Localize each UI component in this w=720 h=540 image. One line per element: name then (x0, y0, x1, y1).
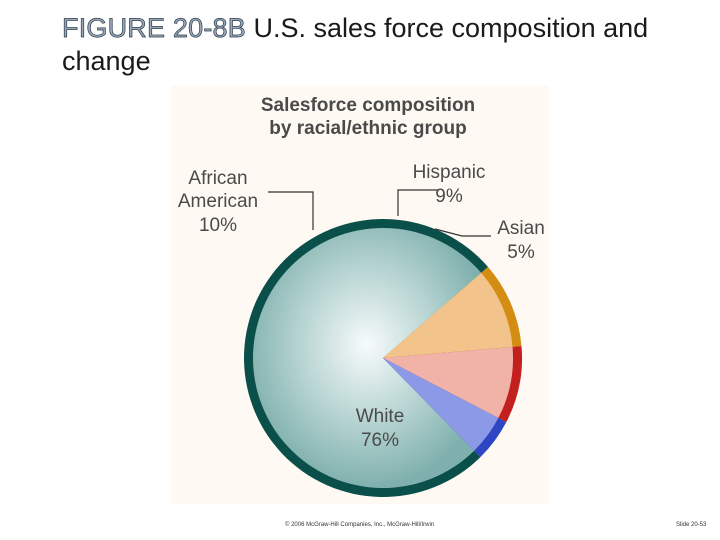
slice-label-african-american-line1: African (188, 168, 248, 189)
chart-title-line2: by racial/ethnic group (269, 118, 467, 139)
chart-panel (171, 86, 549, 504)
slice-label-hispanic-value: 9% (435, 186, 463, 207)
chart-title-line1: Salesforce composition (260, 95, 476, 116)
hispanic-leader-line (398, 190, 439, 216)
figure-title: U.S. sales force composition and change (62, 13, 649, 76)
slice-label-african-american-line2: American (177, 191, 259, 212)
slice-label-african-american-value: 10% (198, 215, 238, 236)
african-american-leader-line (268, 192, 313, 230)
pie-slices (244, 219, 522, 497)
slide-title (62, 12, 702, 78)
slice-label-white-name: White (355, 406, 405, 427)
slice-label-hispanic-name: Hispanic (412, 162, 486, 183)
pie-chart (171, 86, 549, 504)
figure-label: FIGURE 20-8B (62, 13, 246, 43)
slice-label-asian-name: Asian (497, 218, 545, 239)
slice-label-white-value: 76% (360, 430, 400, 451)
slide-number: Slide 20-53 (676, 522, 707, 528)
copyright-notice: © 2006 McGraw-Hill Companies, Inc., McGraw-Hill/Irwin (285, 522, 435, 528)
slice-label-asian-value: 5% (507, 242, 535, 263)
